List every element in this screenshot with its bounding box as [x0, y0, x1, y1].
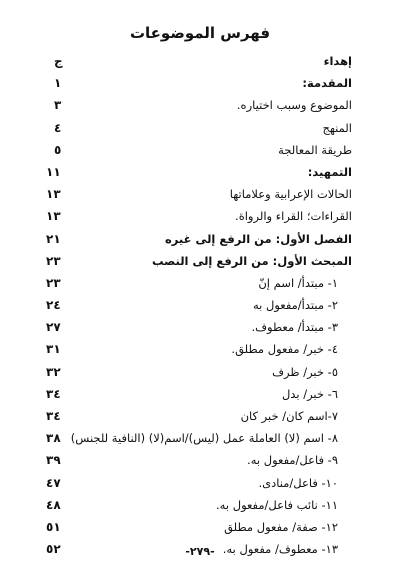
- toc-entry-page: ٤٨: [46, 497, 61, 512]
- toc-entry-label: المبحث الأول: من الرفع إلى النصب: [152, 253, 352, 268]
- toc-entry-label: الفصل الأول: من الرفع إلى غيره: [164, 231, 352, 246]
- toc-entry-page: ٢٤: [46, 298, 61, 313]
- toc-entry-label: طريقة المعالجة: [278, 142, 352, 157]
- toc-entry-label: التمهيد:: [307, 164, 352, 179]
- toc-entry-page: ج: [54, 54, 63, 68]
- toc-entry-page: ٣٩: [46, 453, 61, 468]
- toc-entry: [0, 139, 400, 161]
- toc-entry-page: ٣٨: [46, 431, 61, 446]
- toc-entry-page: ٢٧: [46, 320, 61, 335]
- toc-entry-page: ١٣: [46, 209, 61, 224]
- toc-entry: [0, 338, 400, 360]
- toc-entry-label: ٥- خبر/ ظرف: [272, 364, 338, 379]
- toc-entry: [0, 94, 400, 116]
- toc-entry-page: ٢١: [46, 231, 61, 246]
- toc-entry-page: ١١: [46, 164, 61, 179]
- toc-entry: [0, 494, 400, 516]
- toc-entry-page: ٥٢: [46, 542, 61, 557]
- toc-entry-label: ٣- مبتدأ/ معطوف.: [251, 320, 338, 335]
- toc-entry-page: ٢٣: [46, 275, 61, 290]
- toc-entry-label: الموضوع وسبب اختياره.: [236, 98, 352, 113]
- toc-entry-page: ١: [54, 76, 62, 91]
- page-number: -٢٧٩-: [185, 545, 215, 558]
- toc-entry-label: ٢- مبتدأ/مفعول به: [252, 298, 338, 313]
- toc-entry: [0, 516, 400, 538]
- toc-entry-page: ٢٣: [46, 253, 61, 268]
- toc-entry: [0, 449, 400, 471]
- toc-entry-label: الحالات الإعرابية وعلاماتها: [229, 187, 352, 202]
- toc-entry-label: ١٢- صفة/ مفعول مطلق: [224, 519, 338, 534]
- toc-entry-page: ٣٤: [46, 409, 61, 423]
- toc-entry-label: المقدمة:: [302, 76, 352, 91]
- toc-entry-page: ١٣: [46, 187, 61, 202]
- toc-entry-page: ٣١: [46, 342, 61, 357]
- toc-entry: [0, 272, 400, 294]
- toc-entry-page: ٣: [54, 98, 62, 113]
- toc-entry: [0, 361, 400, 383]
- toc-entry-label: ١٣- معطوف/ مفعول به.: [222, 542, 338, 557]
- toc-entry-label: ٩- فاعل/مفعول به.: [247, 453, 338, 468]
- toc-entry: [0, 383, 400, 405]
- toc-entry: [0, 316, 400, 338]
- toc-entry: [0, 294, 400, 316]
- toc-entry-page: ٥١: [46, 519, 61, 534]
- toc-entry-page: ٣٤: [46, 386, 61, 401]
- page-title: فهرس الموضوعات: [129, 24, 271, 42]
- toc-entry-label: ٦- خبر/ بدل: [281, 386, 338, 401]
- toc-entry: [0, 117, 400, 139]
- toc-entry: [0, 472, 400, 494]
- toc-entry: [0, 205, 400, 227]
- toc-entry: [0, 50, 400, 72]
- toc-entry-page: ٤٧: [46, 475, 61, 490]
- toc-entry-label: ١٠- فاعل/منادى.: [258, 475, 338, 490]
- toc-entry-page: ٤: [54, 120, 62, 135]
- toc-entry-label: ٨- اسم (لا) العاملة عمل (ليس)/اسم(لا) (النافية للجنس): [70, 431, 338, 446]
- toc-entry-label: ١١- نائب فاعل/مفعول به.: [216, 497, 338, 512]
- toc-entry-label: ١- مبتدأ/ اسم إنّ: [258, 275, 338, 290]
- toc-entry-label: ٤- خبر/ مفعول مطلق.: [231, 342, 338, 357]
- toc-entry-label: المنهج: [322, 120, 352, 135]
- toc-entry-label: ٧-اسم كان/ خبر كان: [240, 409, 338, 423]
- toc-entry: [0, 228, 400, 250]
- toc-entry: [0, 427, 400, 449]
- toc-entry-label: القراءات؛ القراء والرواة.: [235, 209, 352, 224]
- toc-entry-page: ٥: [54, 142, 62, 157]
- toc-entry: [0, 183, 400, 205]
- toc-list: [0, 50, 400, 560]
- toc-entry: [0, 161, 400, 183]
- toc-entry-label: إهداء: [323, 54, 352, 68]
- toc-entry: [0, 250, 400, 272]
- toc-entry-page: ٣٢: [46, 364, 61, 379]
- toc-entry: [0, 405, 400, 427]
- toc-entry: [0, 72, 400, 94]
